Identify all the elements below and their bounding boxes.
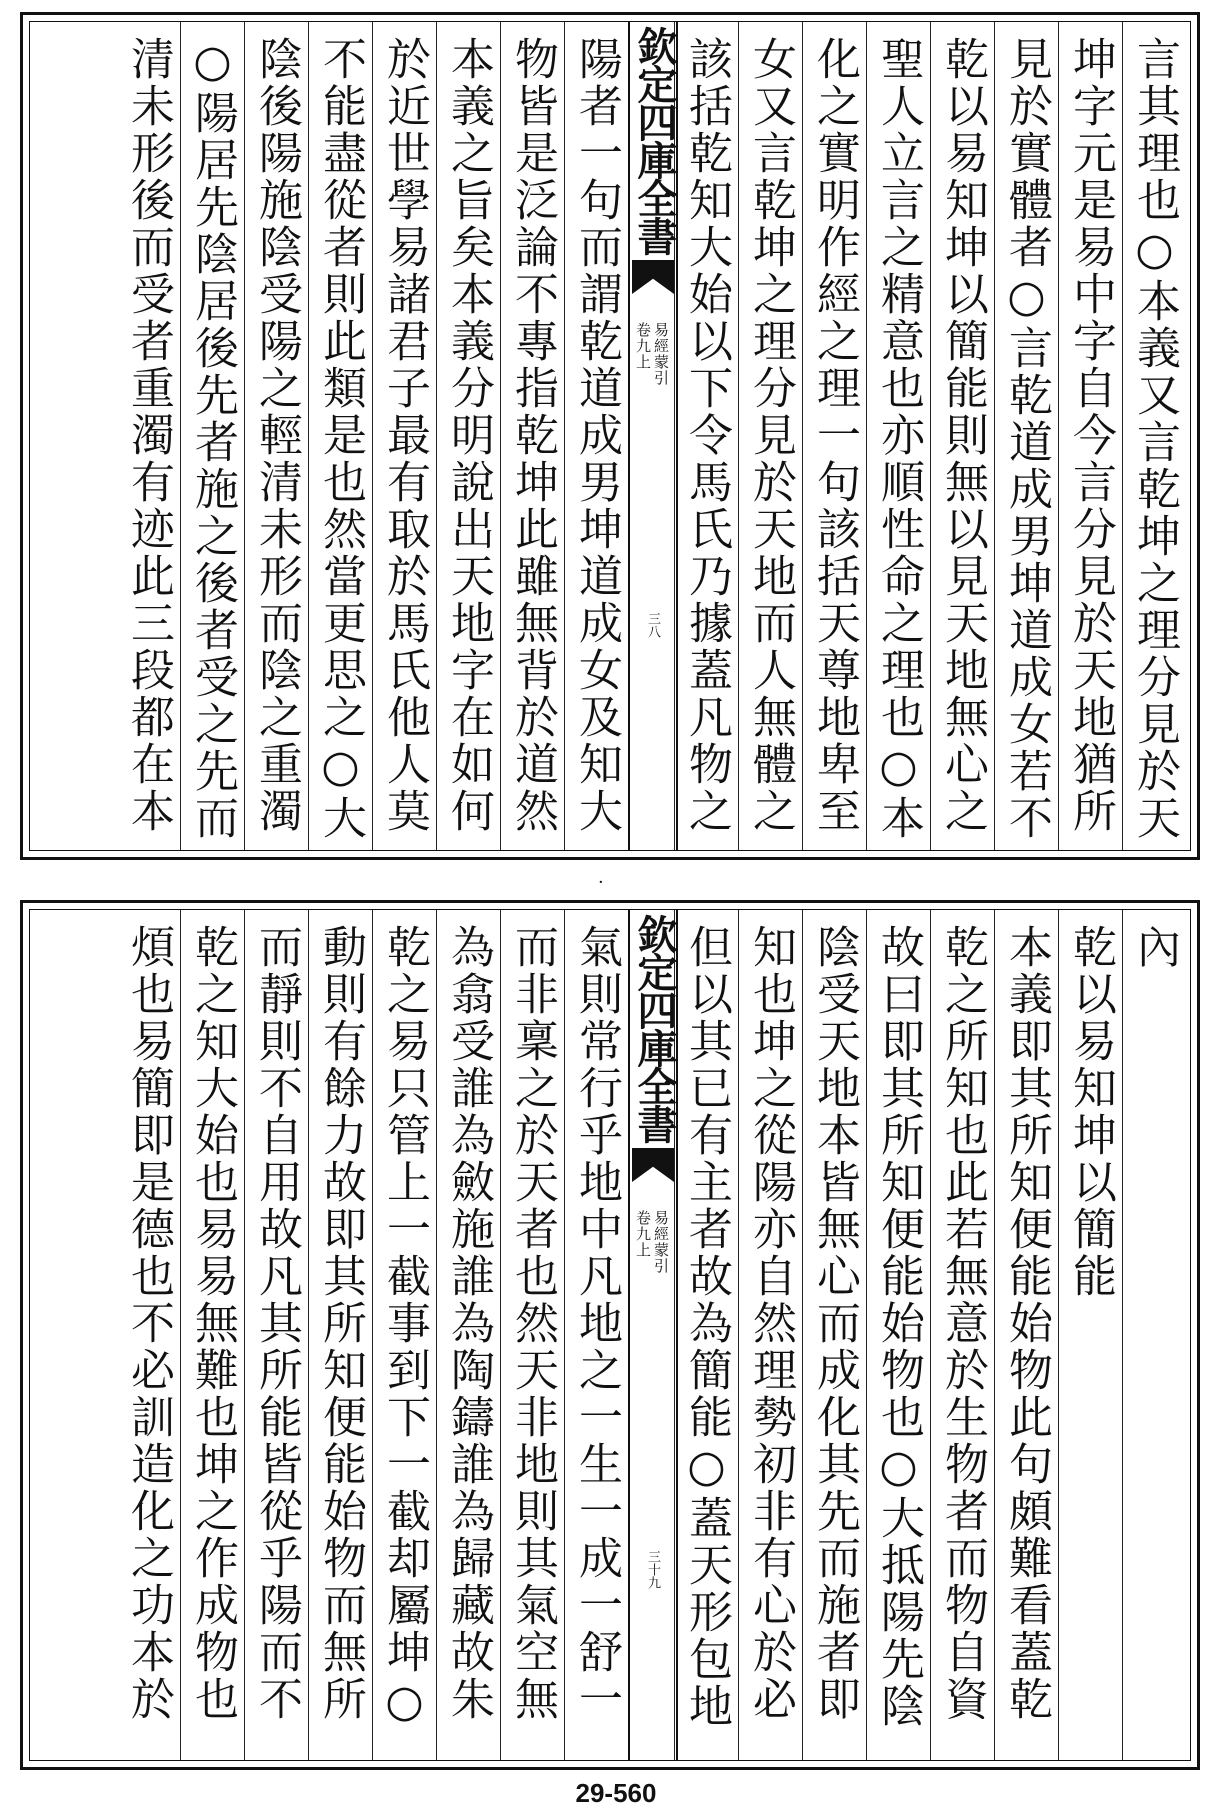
- text-column: 清未形後而受者重濁有迹此三段都在本: [123, 36, 174, 835]
- column-rule: [1058, 910, 1059, 1760]
- text-column: 但以其已有主者故為簡能○蓋天形包地: [681, 924, 732, 1730]
- lower-book-name: 易經蒙引: [652, 1210, 670, 1274]
- lower-fish-tail-mark: [632, 1148, 674, 1182]
- text-column: 乾以易知坤以簡能則無以見天地無心之: [937, 36, 988, 835]
- column-rule: [372, 22, 373, 850]
- column-rule: [1058, 22, 1059, 850]
- column-rule: [1122, 910, 1123, 1760]
- text-column: 於近世學易諸君子最有取於馬氏他人莫: [379, 36, 430, 835]
- text-column: 聖人立言之精意也亦順性命之理也○本: [873, 36, 924, 842]
- lower-center-title: 欽定四庫全書: [631, 914, 678, 1142]
- column-rule: [244, 910, 245, 1760]
- text-column: 內: [1129, 924, 1180, 971]
- column-rule: [564, 22, 565, 850]
- column-rule: [180, 22, 181, 850]
- column-rule: [180, 910, 181, 1760]
- text-column: 乾以易知坤以簡能: [1065, 924, 1116, 1300]
- separator-dot: ·: [598, 872, 604, 893]
- text-column: 陰後陽施陰受陽之輕清未形而陰之重濁: [251, 36, 302, 835]
- upper-center-margin: [628, 22, 678, 850]
- column-rule: [738, 22, 739, 850]
- column-rule: [802, 910, 803, 1760]
- text-column: 見於實體者○言乾道成男坤道成女若不: [1001, 36, 1052, 842]
- text-column: 本義即其所知便能始物此句頗難看蓋乾: [1001, 924, 1052, 1723]
- text-column: 本義之旨矣本義分明說出天地字在如何: [443, 36, 494, 835]
- column-rule: [436, 22, 437, 850]
- text-column: 而非稟之於天者也然天非地則其氣空無: [507, 924, 558, 1723]
- column-rule: [500, 22, 501, 850]
- column-rule: [436, 910, 437, 1760]
- text-column: 該括乾知大始以下令馬氏乃據蓋凡物之: [681, 36, 732, 835]
- upper-fish-tail-mark: [632, 260, 674, 294]
- lower-inner-border: [29, 909, 1191, 1761]
- column-rule: [994, 22, 995, 850]
- text-column: 坤字元是易中字自今言分見於天地猶所: [1065, 36, 1116, 835]
- upper-book-name: 易經蒙引: [652, 322, 670, 386]
- upper-folio-number: 三八: [645, 612, 660, 638]
- column-rule: [802, 22, 803, 850]
- lower-page-frame: [20, 900, 1200, 1770]
- text-column: 陰受天地本皆無心而成化其先而施者即: [809, 924, 860, 1723]
- text-column: 化之實明作經之理一句該括天尊地卑至: [809, 36, 860, 835]
- text-column: 不能盡從者則此類是也然當更思之○大: [315, 36, 366, 842]
- lower-volume: 卷九上: [634, 1210, 652, 1258]
- text-column: 物皆是泛論不專指乾坤此雖無背於道然: [507, 36, 558, 835]
- column-rule: [866, 22, 867, 850]
- column-rule: [866, 910, 867, 1760]
- text-column: 氣則常行乎地中凡地之一生一成一舒一: [571, 924, 622, 1723]
- column-rule: [372, 910, 373, 1760]
- upper-inner-border: [29, 21, 1191, 851]
- column-rule: [500, 910, 501, 1760]
- column-rule: [994, 910, 995, 1760]
- text-column: 乾之知大始也易易無難也坤之作成物也: [187, 924, 238, 1723]
- lower-folio-number: 三十九: [645, 1550, 660, 1589]
- upper-page-frame: [20, 12, 1200, 860]
- column-rule: [564, 910, 565, 1760]
- column-rule: [1122, 22, 1123, 850]
- text-column: 知也坤之從陽亦自然理勢初非有心於必: [745, 924, 796, 1723]
- column-rule: [308, 22, 309, 850]
- text-column: 乾之所知也此若無意於生物者而物自資: [937, 924, 988, 1723]
- text-column: 乾之易只管上一截事到下一截却屬坤○: [379, 924, 430, 1730]
- text-column: 陽者一句而謂乾道成男坤道成女及知大: [571, 36, 622, 835]
- text-column: ○陽居先陰居後先者施之後者受之先而: [187, 36, 238, 842]
- upper-text-columns: [30, 22, 1190, 850]
- lower-text-columns: [30, 910, 1190, 1760]
- text-column: 言其理也○本義又言乾坤之理分見於天: [1129, 36, 1180, 842]
- text-column: 而靜則不自用故凡其所能皆從乎陽而不: [251, 924, 302, 1723]
- text-column: 為翕受誰為斂施誰為陶鑄誰為歸藏故朱: [443, 924, 494, 1723]
- lower-center-margin: [628, 910, 678, 1760]
- column-rule: [930, 910, 931, 1760]
- page-number-footer: 29-560: [575, 1778, 657, 1808]
- text-column: 動則有餘力故即其所知便能始物而無所: [315, 924, 366, 1723]
- upper-center-title: 欽定四庫全書: [631, 26, 678, 254]
- text-column: 女又言乾坤之理分見於天地而人無體之: [745, 36, 796, 835]
- column-rule: [308, 910, 309, 1760]
- column-rule: [244, 22, 245, 850]
- text-column: 故曰即其所知便能始物也○大抵陽先陰: [873, 924, 924, 1730]
- column-rule: [930, 22, 931, 850]
- upper-volume: 卷九上: [634, 322, 652, 370]
- text-column: 煩也易簡即是德也不必訓造化之功本於: [123, 924, 174, 1723]
- column-rule: [738, 910, 739, 1760]
